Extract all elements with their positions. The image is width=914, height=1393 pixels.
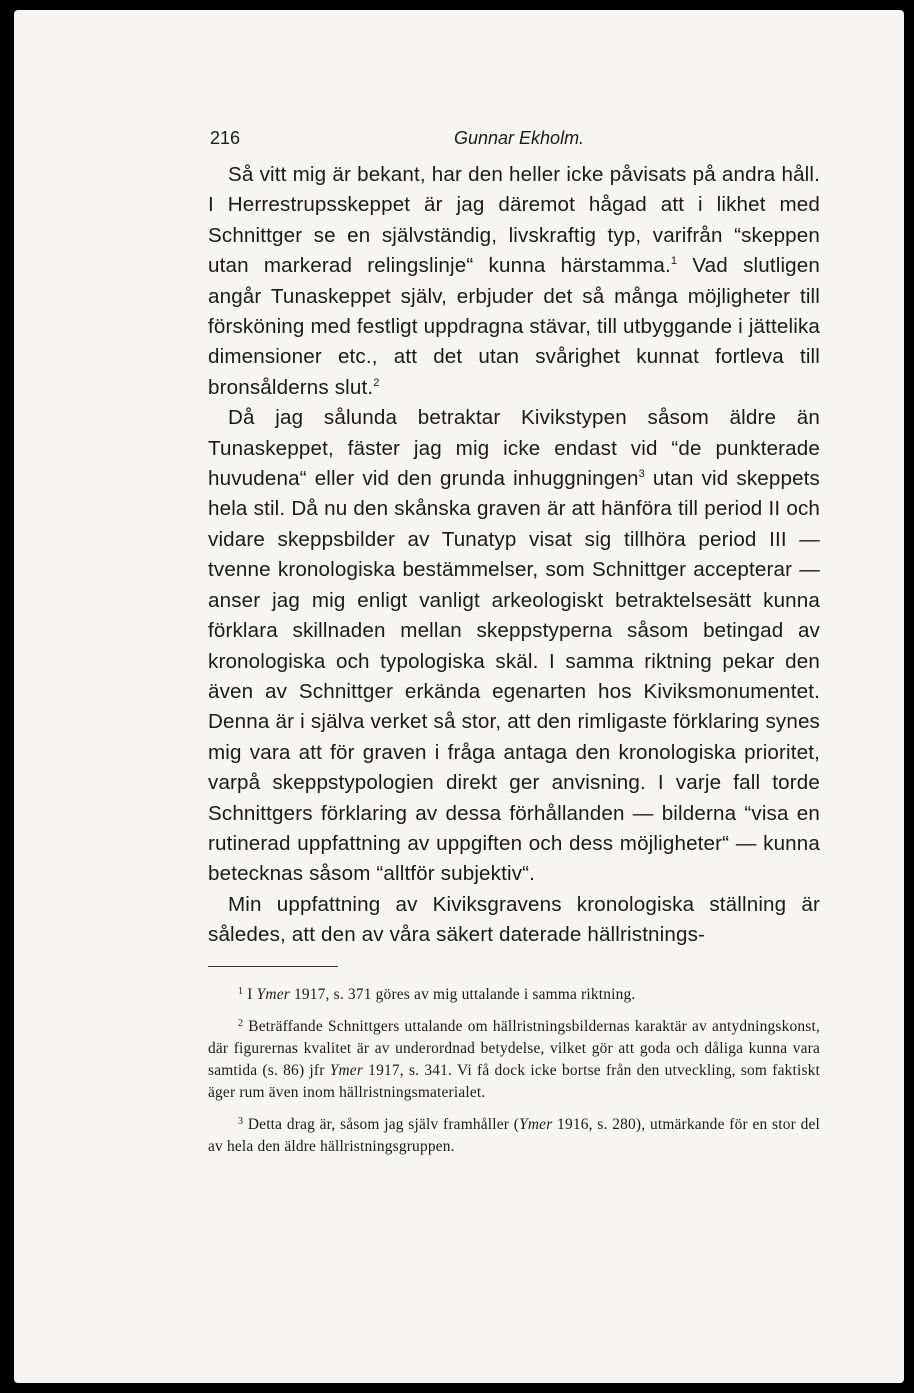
running-head	[192, 128, 822, 152]
footnote-marker: 1	[670, 255, 678, 268]
italic-title: Ymer	[519, 1116, 553, 1133]
text-run: Då jag sålunda betraktar Kivikstypen såsom äldre än Tunaskeppet, fäster jag mig icke endast vid “de punkterade huvudena“ eller vid den grunda inhuggningen	[208, 406, 820, 491]
paragraph	[208, 160, 820, 403]
footnote-marker: 2	[238, 1018, 244, 1029]
footnote-marker: 1	[238, 986, 244, 997]
text-run: Beträffande Schnittgers uttalande om hällristningsbildernas karaktär av antydningskonst, där figurernas kvalitet är av underordnad betydelse, vilket gör att goda och dåliga kunna vara samtida (s. 86) jfr	[208, 1018, 820, 1079]
text-run: I	[243, 986, 257, 1003]
footnotes	[208, 984, 820, 1168]
footnote-rule	[208, 966, 338, 967]
text-run: 1917, s. 371 göres av mig uttalande i samma riktning.	[289, 986, 636, 1003]
body-text	[208, 160, 820, 951]
page-number: 216	[210, 128, 241, 148]
paragraph	[208, 890, 820, 951]
footnote	[208, 984, 820, 1006]
text-run: Så vitt mig är bekant, har den heller icke påvisats på andra håll. I Herrestrupsskeppet är jag däremot hågad att i likhet med Schnittger se en självständig, livskraftig typ, varifrån “skeppen utan markerad relingslinje“ kunna härstamma.	[208, 163, 820, 278]
italic-title: Ymer	[329, 1062, 364, 1079]
text-run: utan vid skeppets hela stil. Då nu den skånska graven är att hänföra till period II och vidare skeppsbilder av Tunatyp visat sig tillhöra period III — tvenne kronologiska bestämmelser, som Schnittger accepterar — anser jag mig enligt vanligt arkeologiskt betraktelsesätt kunna förklara skillnaden mellan skeppstyperna såsom betingad av kronologiska och typologiska skäl. I samma riktning pekar den även av Schnittger erkända egenarten hos Kiviksmonumentet. Denna är i själva verket så stor, att den rimligaste förklaring synes mig vara att för graven i fråga antaga den kronologiska prioritet, varpå skeppstypologien direkt ger anvisning. I varje fall torde Schnittgers förklaring av dessa förhållanden — bilderna “visa en rutinerad uppfattning av uppgiften och dess möjligheter“ — kunna betecknas såsom “alltför subjektiv“.	[208, 467, 820, 886]
text-run: Min uppfattning av Kiviksgravens kronologiska ställning är således, att den av våra säkert daterade hällristnings-	[208, 892, 820, 947]
footnote-marker: 2	[373, 376, 380, 389]
book-page	[14, 10, 904, 1383]
italic-title: Ymer	[256, 986, 290, 1003]
footnote-marker: 3	[238, 1116, 244, 1127]
text-run: Vad slutligen angår Tunaskeppet själv, erbjuder det så många möjligheter till försköning med festligt uppdragna stävar, till utbyggande i jättelika dimensioner etc., att det utan svårighet kunnat fortleva till bronsålderns slut.	[208, 254, 820, 399]
footnote	[208, 1016, 820, 1104]
paragraph	[208, 403, 820, 890]
text-run: Detta drag är, såsom jag själv framhåller (	[243, 1116, 520, 1133]
footnote-marker: 3	[638, 468, 645, 481]
text-run: 1917, s. 341. Vi få dock icke bortse från den utveckling, som faktiskt äger rum även inom hällristningsmaterialet.	[208, 1062, 821, 1101]
text-run: 1916, s. 280), utmärkande för en stor del av hela den äldre hällristningsgruppen.	[208, 1116, 820, 1155]
footnote	[208, 1114, 820, 1158]
header-author: Gunnar Ekholm.	[454, 128, 585, 148]
